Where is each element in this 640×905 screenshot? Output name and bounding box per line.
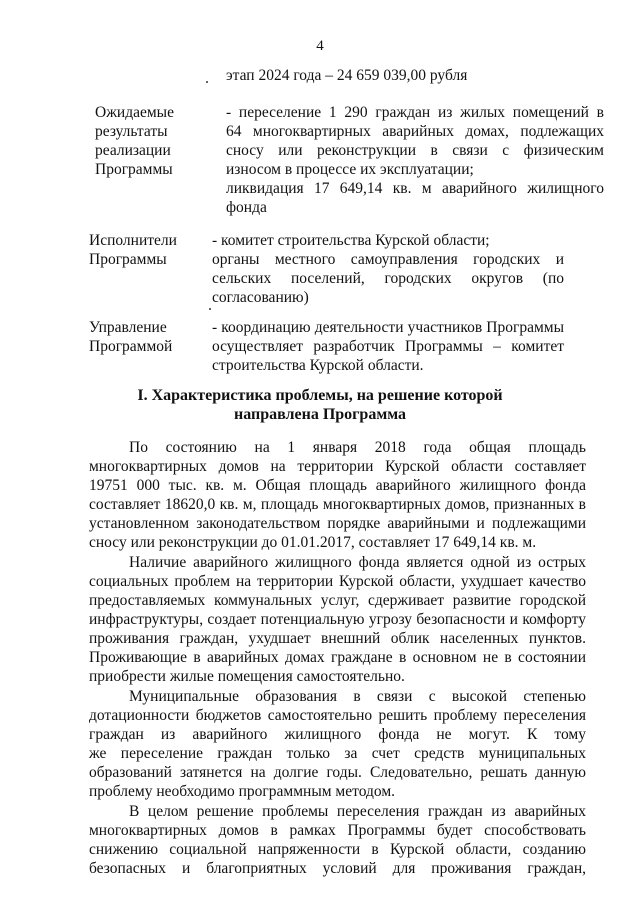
text-line: инфраструктуры, создает потенциальную угрозу безопасности и комфорту <box>89 611 586 628</box>
text-line: Проживающие в аварийных домах граждане в основном не в состоянии <box>89 649 586 666</box>
text-line: граждан из аварийного жилищного фонда не могут. К тому <box>89 726 586 743</box>
text-line: проживания граждан, ухудшает внешний облик населенных пунктов. <box>89 630 586 647</box>
text-line: В целом решение проблемы переселения граждан из аварийных <box>129 803 586 820</box>
page-number: 4 <box>316 38 324 54</box>
text-line: сельских поселений, городских округов (по <box>212 270 564 287</box>
paragraph-4 <box>89 802 586 878</box>
paragraph-1 <box>89 438 586 552</box>
funding-stage-line: этап 2024 года – 24 659 039,00 рубля <box>226 67 468 84</box>
section-heading-line1: I. Характеристика проблемы, на решение которой <box>137 387 503 404</box>
text-line: - комитет строительства Курской области; <box>212 232 490 249</box>
text-line: - координацию деятельности участников Программы <box>212 319 564 336</box>
text-line: ликвидация 17 649,14 кв. м аварийного жилищного <box>226 180 604 197</box>
text-line: фонда <box>226 199 267 216</box>
management-label: Управление Программой <box>89 319 173 355</box>
scan-speck <box>209 308 211 310</box>
text-line: органы местного самоуправления городских и <box>212 251 564 268</box>
text-line: многоквартирных домов на территории Курской области составляет <box>89 458 586 475</box>
executors-value <box>212 231 564 307</box>
text-line: сносу или реконструкции в связи с физическим <box>226 142 604 159</box>
text-line: же переселение граждан только за счет средств муниципальных <box>89 745 586 762</box>
expected-results-label: Ожидаемые результаты реализации Программы <box>95 104 174 178</box>
text-line: снижению социальной напряженности в Курской области, созданию <box>89 841 586 858</box>
paragraph-3 <box>89 687 586 801</box>
text-line: безопасных и благоприятных условий для проживания граждан, <box>89 860 586 877</box>
text-line: социальных проблем на территории Курской области, ухудшает качество <box>89 573 586 590</box>
text-line: Наличие аварийного жилищного фонда является одной из острых <box>129 554 586 571</box>
scan-speck <box>206 81 208 83</box>
text-line: предоставляемых коммунальных услуг, сдерживает развитие городской <box>89 592 586 609</box>
text-line: установленном законодательством порядке аварийными и подлежащими <box>89 515 586 532</box>
text-line: По состоянию на 1 января 2018 года общая площадь <box>129 439 586 456</box>
text-line: сносу или реконструкции до 01.01.2017, составляет 17 649,14 кв. м. <box>89 534 537 551</box>
text-line: согласованию) <box>212 289 309 306</box>
section-heading-line2: направлена Программа <box>233 406 407 423</box>
text-line: Муниципальные образования в связи с высокой степенью <box>129 688 586 705</box>
text-line: осуществляет разработчик Программы – комитет <box>212 338 564 355</box>
text-line: дотационности бюджетов самостоятельно решить проблему переселения <box>89 707 586 724</box>
text-line: многоквартирных домов в рамках Программы будет способствовать <box>89 822 586 839</box>
text-line: 19751 000 тыс. кв. м. Общая площадь аварийного жилищного фонда <box>89 477 586 494</box>
text-line: износом в процессе их эксплуатации; <box>226 161 474 178</box>
expected-results-value <box>226 103 604 217</box>
management-value <box>212 318 564 375</box>
text-line: образований затянется на долгие годы. Следовательно, решать данную <box>89 764 586 781</box>
text-line: составляет 18620,0 кв. м, площадь многоквартирных домов, признанных в <box>89 496 586 513</box>
text-line: - переселение 1 290 граждан из жилых помещений в <box>226 104 604 121</box>
text-line: проблему необходимо программным методом. <box>89 783 396 800</box>
text-line: 64 многоквартирных аварийных домах, подлежащих <box>226 123 604 140</box>
executors-label: Исполнители Программы <box>89 232 177 268</box>
paragraph-2 <box>89 553 586 686</box>
text-line: строительства Курской области. <box>212 357 424 374</box>
text-line: приобрести жилые помещения самостоятельно. <box>89 668 405 685</box>
